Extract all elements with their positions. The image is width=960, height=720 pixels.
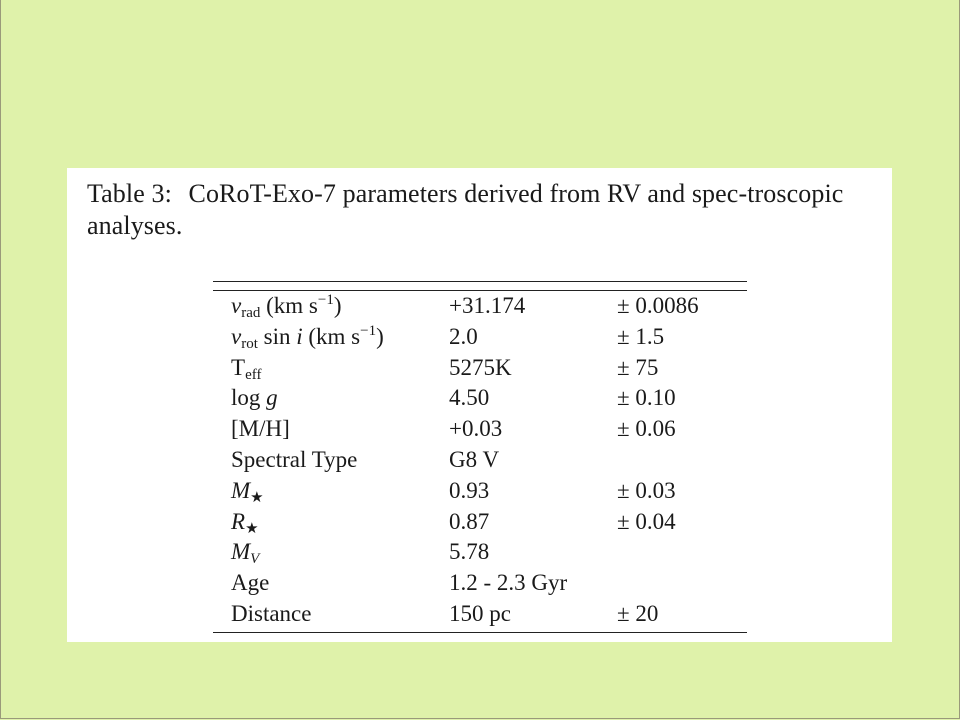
param-cell: Distance [231,600,312,626]
table-row [213,414,747,445]
table-row [213,537,747,568]
param-cell: Spectral Type [231,446,358,472]
table-bottom-rule [213,632,747,633]
error-cell: ± 0.10 [617,385,676,411]
value-cell: 5.78 [449,539,490,565]
table-caption [87,178,887,242]
value-cell: +31.174 [449,293,526,318]
value-cell: 0.87 [449,508,490,534]
error-cell: ± 1.5 [617,323,665,349]
table-row [213,445,747,476]
value-cell: 0.93 [449,477,490,503]
param-cell: $v_{rot}$ sin i (km $s^{-1}$) [231,322,384,352]
value-cell: 4.50 [449,385,490,411]
error-cell [617,568,747,599]
error-cell [617,537,747,568]
value-cell: 5275K [449,354,512,380]
error-cell: ± 0.03 [617,477,676,503]
param-cell: Age [231,570,270,596]
table-row [213,353,747,384]
value-cell: 150 pc [449,600,511,626]
table-row [213,383,747,414]
value-cell: G8 V [449,446,500,472]
param-cell: $M_★$ [231,477,264,506]
error-cell: ± 0.0086 [617,293,699,318]
param-cell: $T_{eff}$ [231,354,262,383]
table-figure-panel [67,168,892,642]
value-cell: 1.2 - 2.3 Gyr [449,570,568,596]
value-cell: +0.03 [449,416,503,442]
caption-text: CoRoT-Exo-7 parameters derived from RV and spec-troscopic analyses. [87,179,844,240]
value-cell: 2.0 [449,323,478,349]
param-cell: [M/H] [231,416,290,442]
table-row [213,291,747,322]
param-cell: log g [231,385,278,411]
param-cell: $R_★$ [231,508,259,537]
caption-label: Table 3: [87,179,172,208]
error-cell: ± 20 [617,600,659,626]
error-cell: ± 75 [617,354,659,380]
table-row [213,322,747,353]
table-row [213,599,747,630]
parameter-table [213,281,747,633]
table-row [213,568,747,599]
table-row [213,476,747,507]
table-row [213,507,747,538]
param-cell: $v_{rad}$ (km $s^{-1}$) [231,292,342,321]
param-cell: $M_V$ [231,539,260,568]
error-cell [617,445,747,476]
error-cell: ± 0.06 [617,416,676,442]
error-cell: ± 0.04 [617,508,676,534]
